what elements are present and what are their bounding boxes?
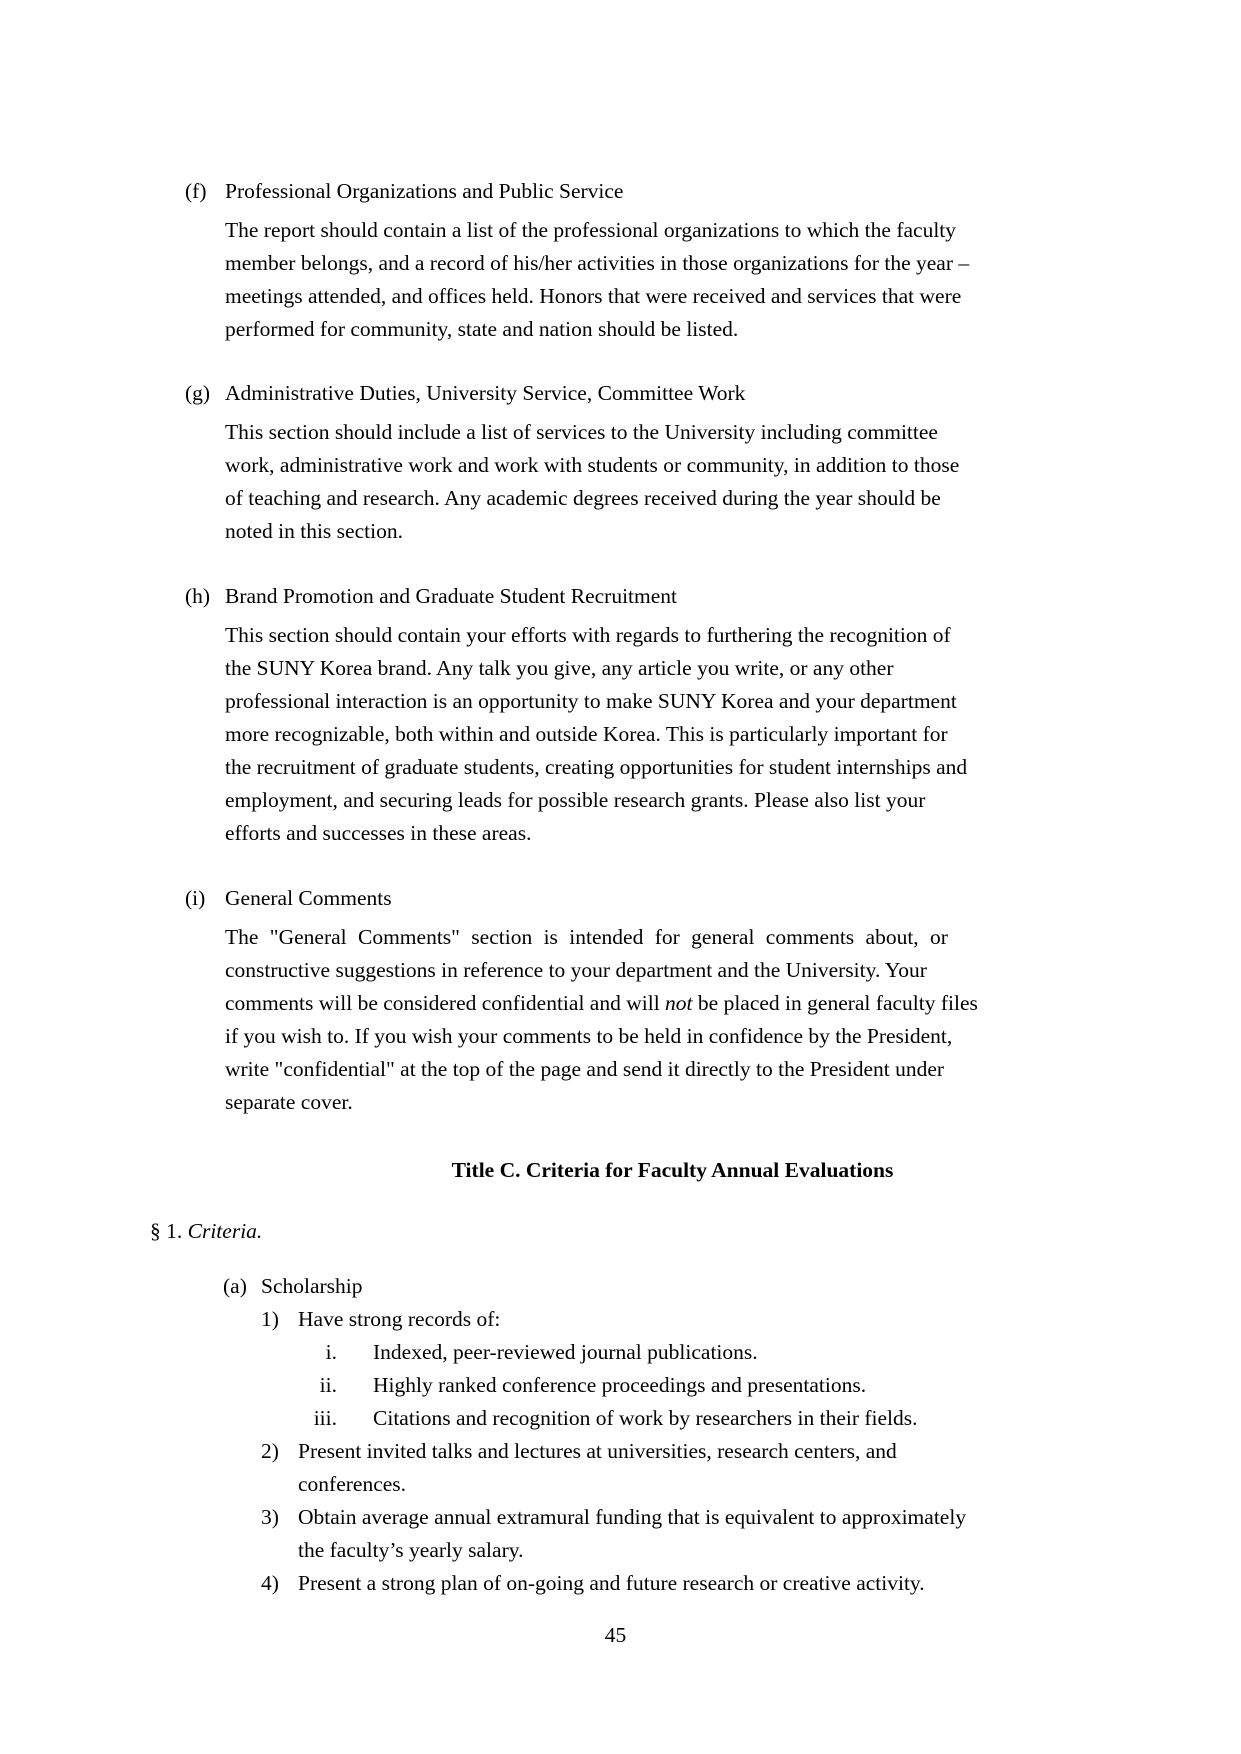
paragraph-line: if you wish to. If you wish your comments to be held in confidence by the President, [225,1024,953,1048]
paragraph-line: performed for community, state and nation should be listed. [225,317,739,341]
list-item-text: the faculty’s yearly salary. [298,1538,524,1562]
paragraph-line: write "confidential" at the top of the page and send it directly to the President under [225,1057,945,1081]
section-g-heading: Administrative Duties, University Service, Committee Work [225,381,746,405]
paragraph-line: separate cover. [225,1090,353,1114]
paragraph-line: work, administrative work and work with students or community, in addition to those [225,453,960,477]
paragraph-line: The report should contain a list of the professional organizations to which the faculty [225,218,957,242]
section-h-heading: Brand Promotion and Graduate Student Recruitment [225,584,678,608]
section-f-marker: (f) [185,179,207,203]
section-symbol: § 1. [150,1219,183,1243]
text-run: comments will be considered confidential and will [225,991,666,1015]
section-heading [150,1215,262,1248]
section-g-marker: (g) [185,381,211,405]
paragraph-line: the recruitment of graduate students, creating opportunities for student internships and [225,755,968,779]
paragraph-line: member belongs, and a record of his/her activities in those organizations for the year – [225,251,970,275]
sublist-item-marker: ii. [319,1373,337,1397]
subsection-a-heading: Scholarship [261,1274,363,1298]
paragraph-line: professional interaction is an opportunity to make SUNY Korea and your department [225,689,957,713]
paragraph-line: This section should include a list of services to the University including committee [225,420,938,444]
paragraph-line: noted in this section. [225,519,403,543]
section-g-body [225,416,1093,548]
paragraph-line: meetings attended, and offices held. Honors that were received and services that were [225,284,962,308]
list-item-marker: 4) [261,1571,279,1595]
list-item-marker: 2) [261,1439,279,1463]
emphasis-not: not [665,991,693,1015]
paragraph-line: The "General Comments" section is intended for general comments about, or [225,925,948,949]
list-item-text: Have strong records of: [298,1307,501,1331]
paragraph-line: more recognizable, both within and outside Korea. This is particularly important for [225,722,948,746]
title-c-heading [52,1154,1241,1187]
list-item-text: Obtain average annual extramural funding that is equivalent to approximately [298,1505,967,1529]
paragraph-line: the SUNY Korea brand. Any talk you give, any article you write, or any other [225,656,894,680]
sublist-item-text: Highly ranked conference proceedings and presentations. [373,1373,867,1397]
section-label: Criteria. [187,1219,263,1243]
sublist-item-text: Citations and recognition of work by researchers in their fields. [373,1406,918,1430]
section-h-body [225,619,1093,850]
paragraph-line: efforts and successes in these areas. [225,821,532,845]
sublist-item-text: Indexed, peer-reviewed journal publications. [373,1340,758,1364]
list-item-text: Present invited talks and lectures at universities, research centers, and [298,1439,897,1463]
list-item-text: conferences. [298,1472,407,1496]
paragraph-line: of teaching and research. Any academic degrees received during the year should be [225,486,941,510]
section-i-heading: General Comments [225,886,392,910]
sublist-item-marker: i. [325,1340,337,1364]
section-i-marker: (i) [185,886,206,910]
subsection-a-marker: (a) [223,1274,247,1298]
title-c-text: Title C. Criteria for Faculty Annual Evaluations [451,1158,894,1182]
page-number: 45 [604,1623,627,1647]
list-item-text: Present a strong plan of on-going and future research or creative activity. [298,1571,925,1595]
sublist-item-marker: iii. [313,1406,337,1430]
section-i-body [225,921,1093,1119]
section-h-marker: (h) [185,584,211,608]
section-f-heading: Professional Organizations and Public Service [225,179,624,203]
list-item-marker: 3) [261,1505,279,1529]
paragraph-line: This section should contain your efforts with regards to furthering the recognition of [225,623,951,647]
paragraph-line: employment, and securing leads for possible research grants. Please also list your [225,788,926,812]
section-f-body [225,214,1093,346]
list-item-marker: 1) [261,1307,279,1331]
paragraph-line [225,987,1093,1020]
paragraph-line: constructive suggestions in reference to your department and the University. Your [225,958,927,982]
text-run: be placed in general faculty files [692,991,978,1015]
